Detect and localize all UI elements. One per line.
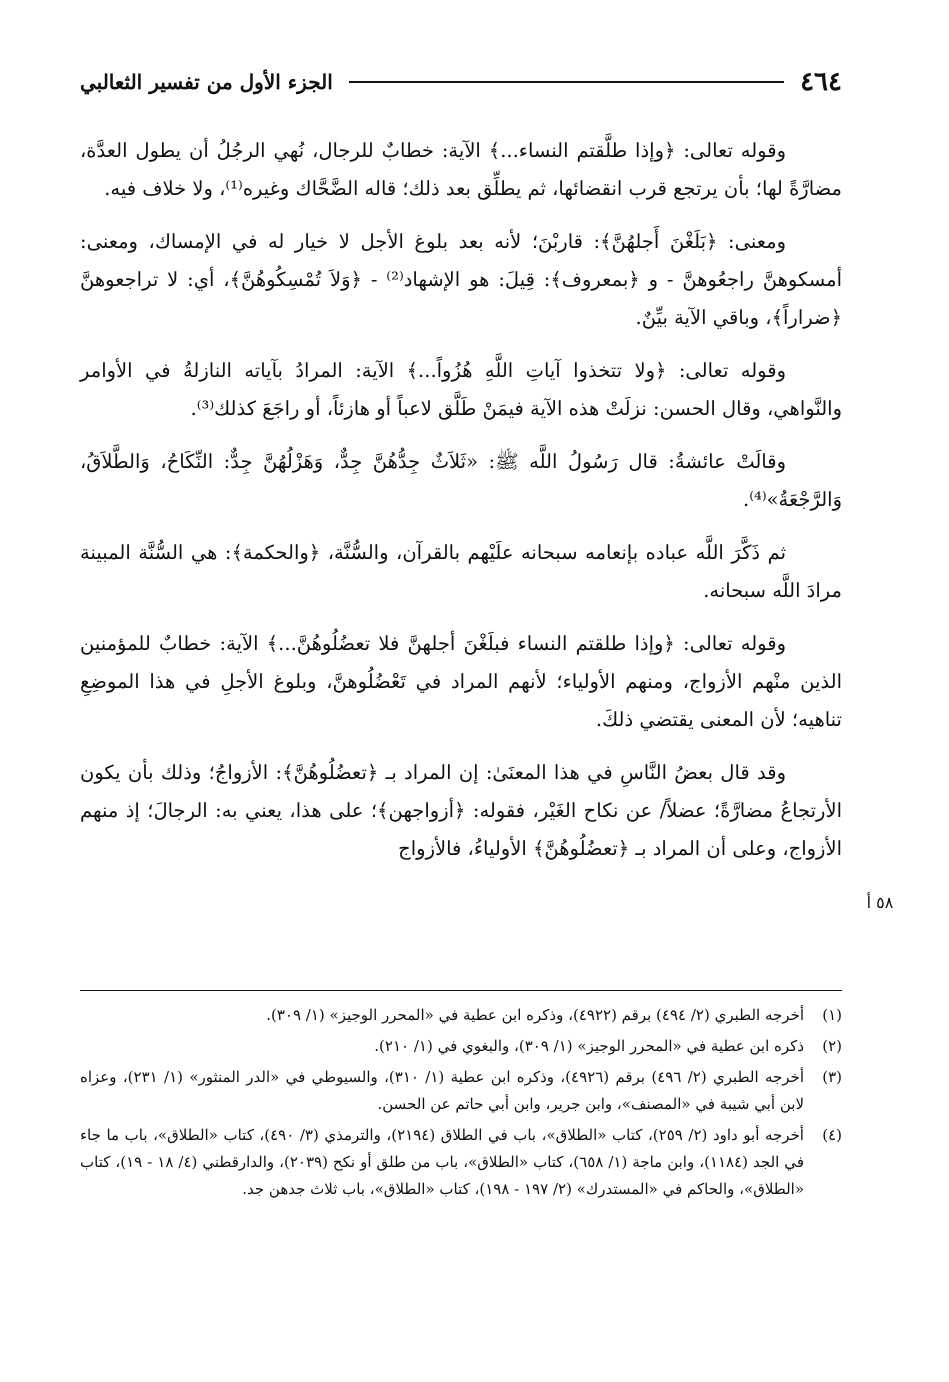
manuscript-folio-note: ٥٨ أ [866,893,894,912]
header-rule [349,81,784,83]
paragraph: وقد قال بعضُ النَّاسِ في هذا المعنَىٰ: إن المراد بـ ﴿تعضُلُوهُنَّ﴾: الأزواجُ؛ وذلك بأن يكون الأرتجاعُ مضارَّةً؛ عضلاً/ عن نكاح الغَيْر، فقوله: ﴿أزواجهن﴾؛ على هذا، يعني به: الرجالَ؛ إذ منهم الأزواج، وعلى أن المراد بـ ﴿تعضُلُوهُنَّ﴾ الأولياءُ، فالأزواج [80,761,842,860]
footnote-number: (٣) [822,1068,842,1086]
page-number: ٤٦٤ [800,67,842,97]
footnote [80,1122,842,1203]
paragraph: ثم ذَكَّرَ اللَّه عباده بإنعامه سبحانه علَيْهم بالقرآن، والسُّنَّة، ﴿والحكمة﴾: هي السُّنَّة المبينة مرادَ اللَّه سبحانه. [80,541,842,602]
paragraph: وقالَتْ عائشةُ: قال رَسُولُ اللَّه ﷺ: «ثَلاَثٌ جِدُّهُنَّ جِدٌّ، وَهَزْلُهُنَّ جِدٌّ: النِّكَاحُ، وَالطَّلاَقُ، وَالرَّجْعَةُ»⁽⁴⁾. [80,450,842,511]
footnote-text: أخرجه الطبري (٢/ ٤٩٦) برقم (٤٩٢٦)، وذكره ابن عطية (١/ ٣١٠)، والسيوطي في «الدر المنثور» (١/ ٢٣١)، وعزاه لابن أبي شيبة في «المصنف»، وابن جرير، وابن أبي حاتم عن الحسن. [80,1068,804,1113]
paragraph: ومعنى: ﴿بَلَغْنَ أَجلهُنَّ﴾: قاربْنَ؛ لأنه بعد بلوغ الأجل لا خيار له في الإمساك، ومعنى: أمسكوهنَّ راجعُوهنَّ - و ﴿بمعروف﴾: قِيلَ: هو الإشهاد⁽²⁾ - ﴿وَلاَ تُمْسِكُوهُنَّ﴾، أي: لا تراجعوهنَّ ﴿ضراراً﴾، وباقي الآية بيِّنٌ. [80,230,842,329]
footnote [80,1064,842,1118]
footnote-number: (٤) [822,1126,842,1144]
footnote-text: أخرجه الطبري (٢/ ٤٩٤) برقم (٤٩٢٢)، وذكره ابن عطية في «المحرر الوجيز» (١/ ٣٠٩). [266,1006,804,1024]
footnote-number: (١) [822,1006,842,1024]
footnote-separator [80,990,842,991]
footnotes [80,1002,842,1207]
paragraph: وقوله تعالى: ﴿وإذا طلقتم النساء فبلَغْنَ أجلهنَّ فلا تعضُلُوهُنَّ...﴾ الآية: خطابٌ للمؤمنين الذين منْهم الأزواج، ومنهم الأولياء؛ لأنهم المراد في تَعْضُلُوهنَّ، وبلوغ الأجلِ في هذا الموضِعِ تناهيه؛ لأن المعنى يقتضي ذلكَ. [80,632,842,731]
page-header [80,62,842,102]
body-text [80,132,842,868]
running-title: الجزء الأول من تفسير الثعالبي [80,70,333,94]
paragraph: وقوله تعالى: ﴿ولا تتخذوا آياتِ اللَّهِ هُزُواً...﴾ الآية: المرادُ بآياته النازلةُ في الأوامر والنَّواهي، وقال الحسن: نزلَتْ هذه الآية فيمَنْ طَلَّق لاعباً أو هازئاً، أو راجَعَ كذلك⁽³⁾. [80,359,842,420]
footnote-text: أخرجه أبو داود (٢/ ٢٥٩)، كتاب «الطلاق»، باب في الطلاق (٢١٩٤)، والترمذي (٣/ ٤٩٠)، كتاب «الطلاق»، باب ما جاء في الجد (١١٨٤)، وابن ماجة (١/ ٦٥٨)، كتاب «الطلاق»، باب من طلق أو نكح (٢٠٣٩)، والدارقطني (٤/ ١٨ - ١٩)، كتاب «الطلاق»، والحاكم في «المستدرك» (٢/ ١٩٧ - ١٩٨)، كتاب «الطلاق»، باب ثلاث جدهن جد. [80,1126,804,1198]
paragraph: وقوله تعالى: ﴿وإذا طلَّقتم النساء...﴾ الآية: خطابٌ للرجال، نُهي الرجُلُ أن يطول العدَّة، مضارَّةً لها؛ بأن يرتجع قرب انقضائها، ثم يطلِّق بعد ذلك؛ قاله الضَّحَّاك وغيره⁽¹⁾، ولا خلاف فيه. [80,139,842,200]
footnote [80,1002,842,1029]
footnote-text: ذكره ابن عطية في «المحرر الوجيز» (١/ ٣٠٩)، والبغوي في (١/ ٢١٠). [374,1037,804,1055]
footnote-number: (٢) [822,1037,842,1055]
footnote [80,1033,842,1060]
